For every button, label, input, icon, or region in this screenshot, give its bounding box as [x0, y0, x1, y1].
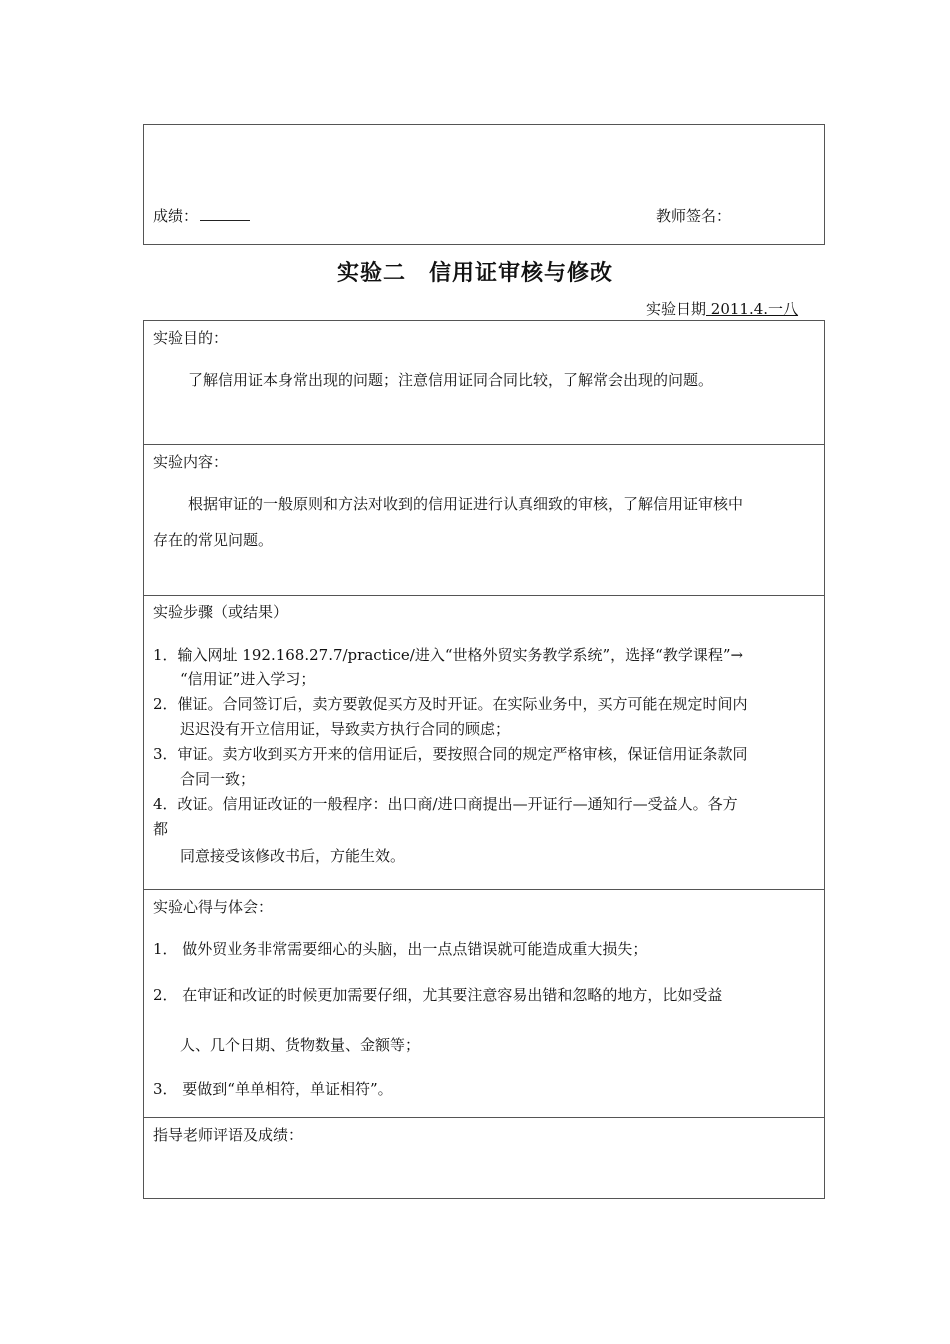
- reflection-line: 人、几个日期、货物数量、金额等；: [180, 1036, 421, 1054]
- step-line: 同意接受该修改书后，方能生效。: [180, 847, 406, 865]
- content-section: [144, 444, 824, 596]
- step-line: 4．改证。信用证改证的一般程序：出口商/进口商提出—开证行—通知行—受益人。各方: [153, 795, 738, 813]
- content-line-1: 根据审证的一般原则和方法对收到的信用证进行认真细致的审核，了解信用证审核中: [188, 495, 744, 513]
- comments-section: [144, 1117, 824, 1199]
- step-line: 都: [153, 820, 169, 838]
- score-blank[interactable]: [200, 206, 250, 221]
- content-line-2: 存在的常见问题。: [153, 531, 274, 549]
- step-line: 1．输入网址 192.168.27.7/practice/进入“世格外贸实务教学系统”，选择“教学课程”→: [153, 646, 744, 664]
- score-field: [153, 205, 250, 226]
- steps-section: [144, 595, 824, 890]
- step-line: 3．审证。卖方收到买方开来的信用证后，要按照合同的规定严格审核，保证信用证条款同: [153, 745, 748, 763]
- purpose-heading: 实验目的：: [153, 329, 229, 347]
- grading-box: [143, 124, 825, 245]
- content-heading: 实验内容：: [153, 453, 229, 471]
- date-value: 2011.4.一八: [706, 300, 799, 318]
- step-line: 2．催证。合同签订后，卖方要敦促买方及时开证。在实际业务中，买方可能在规定时间内: [153, 695, 748, 713]
- steps-heading: 实验步骤（或结果）: [153, 603, 289, 621]
- purpose-section: [144, 321, 824, 444]
- reflection-line: 3． 要做到“单单相符，单证相符”。: [153, 1080, 393, 1098]
- step-line: 合同一致；: [180, 770, 256, 788]
- reflection-line: 2． 在审证和改证的时候更加需要仔细，尤其要注意容易出错和忽略的地方，比如受益: [153, 986, 723, 1004]
- step-line: “信用证”进入学习；: [180, 670, 316, 688]
- teacher-sign-label: 教师签名：: [656, 207, 732, 225]
- date-label: 实验日期: [646, 300, 707, 318]
- purpose-text: 了解信用证本身常出现的问题；注意信用证同合同比较，了解常会出现的问题。: [188, 371, 714, 389]
- reflection-heading: 实验心得与体会：: [153, 898, 274, 916]
- experiment-date: [646, 298, 798, 319]
- score-label: 成绩：: [153, 207, 199, 225]
- comments-heading: 指导老师评语及成绩：: [153, 1126, 304, 1144]
- step-line: 迟迟没有开立信用证，导致卖方执行合同的顾虑；: [180, 720, 511, 738]
- report-table: [143, 320, 825, 1199]
- reflection-section: [144, 889, 824, 1118]
- page-title: 实验二 信用证审核与修改: [336, 261, 613, 286]
- reflection-line: 1． 做外贸业务非常需要细心的头脑，出一点点错误就可能造成重大损失；: [153, 940, 648, 958]
